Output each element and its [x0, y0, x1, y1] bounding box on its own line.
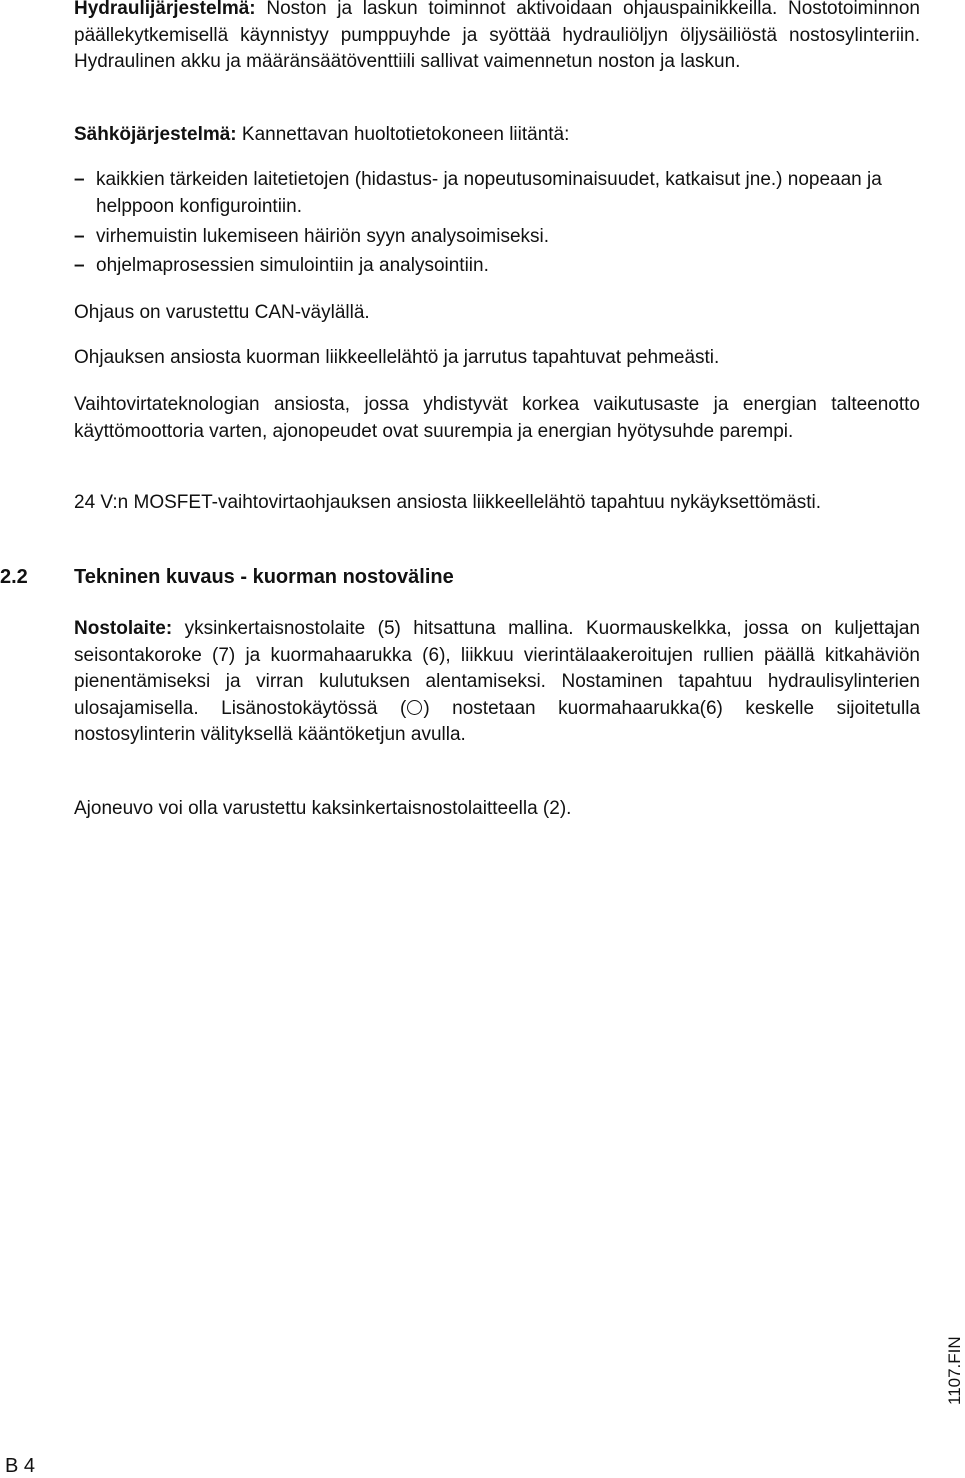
lifting-device-text-end: ) nostetaan kuormahaarukka(6) keskelle sijoitetulla nostosylinterin välityksellä kääntöketjun avulla. — [74, 697, 921, 745]
page-number: B 4 — [5, 1455, 36, 1477]
can-bus-paragraph: Ohjaus on varustettu CAN-väylällä. — [74, 302, 370, 323]
section-number: 2.2 — [0, 566, 28, 588]
section-title: Tekninen kuvaus - kuorman nostoväline — [74, 566, 454, 588]
electrical-system-label: Sähköjärjestelmä: — [74, 124, 237, 145]
dash-bullet-icon: – — [74, 169, 85, 190]
list-item-text: ohjelmaprosessien simulointiin ja analysointiin. — [96, 255, 489, 276]
document-code: 1107.FIN — [945, 1336, 964, 1405]
list-item — [74, 167, 920, 220]
electrical-system-paragraph — [74, 122, 920, 149]
hydraulic-system-paragraph — [74, 0, 920, 76]
list-item — [74, 224, 920, 251]
soft-start-paragraph: Ohjauksen ansiosta kuorman liikkeellelähtö ja jarrutus tapahtuvat pehmeästi. — [74, 347, 720, 368]
hydraulic-system-label: Hydraulijärjestelmä: — [74, 0, 256, 19]
dash-bullet-icon: – — [74, 255, 85, 276]
lifting-device-label: Nostolaite: — [74, 618, 173, 639]
ac-technology-paragraph: Vaihtovirtateknologian ansiosta, jossa yhdistyvät korkea vaikutusaste ja energian talteenotto käyttömoottoria varten, ajonopeudet ovat suurempia ja energian hyötysuhde parempi. — [74, 394, 920, 442]
dash-bullet-icon: – — [74, 226, 85, 247]
list-item — [74, 253, 920, 280]
mosfet-paragraph: 24 V:n MOSFET-vaihtovirtaohjauksen ansiosta liikkeellelähtö tapahtuu nykäyksettömästi. — [74, 492, 822, 513]
list-item-text: virhemuistin lukemiseen häiriön syyn analysoimiseksi. — [96, 226, 550, 247]
lifting-device-text: yksinkertaisnostolaite (5) hitsattuna mallina. Kuormauskelkka, jossa on kuljettajan seisontakoroke (7) ja kuormahaarukka (6), liikkuu vierintälaakeroitujen rullien päällä kitkahäviön pienentämiseksi ja virran kulutuksen alentamiseksi. Nostaminen tapahtuu hydraulisylinterien ulosajamisella. Lisänostokäytössä ( — [74, 618, 920, 719]
lifting-device-paragraph — [74, 616, 920, 749]
hydraulic-system-text: Noston ja laskun toiminnot aktivoidaan ohjauspainikkeilla. Nostotoiminnon päällekytkemisellä käynnistyy pumppuyhde ja syöttää hydrauliöljyn öljysäiliöstä nostosylinteriin. Hydraulinen akku ja määränsäätöventtiili sallivat vaimennetun noston ja laskun. — [74, 0, 920, 72]
electrical-system-text: Kannettavan huoltotietokoneen liitäntä: — [236, 124, 570, 145]
double-lift-paragraph: Ajoneuvo voi olla varustettu kaksinkertaisnostolaitteella (2). — [74, 798, 572, 819]
circle-symbol-icon — [407, 700, 422, 715]
list-item-text: kaikkien tärkeiden laitetietojen (hidastus- ja nopeutusominaisuudet, katkaisut jne.) nopeaan ja helppoon konfigurointiin. — [96, 169, 882, 217]
section-heading — [0, 563, 454, 591]
